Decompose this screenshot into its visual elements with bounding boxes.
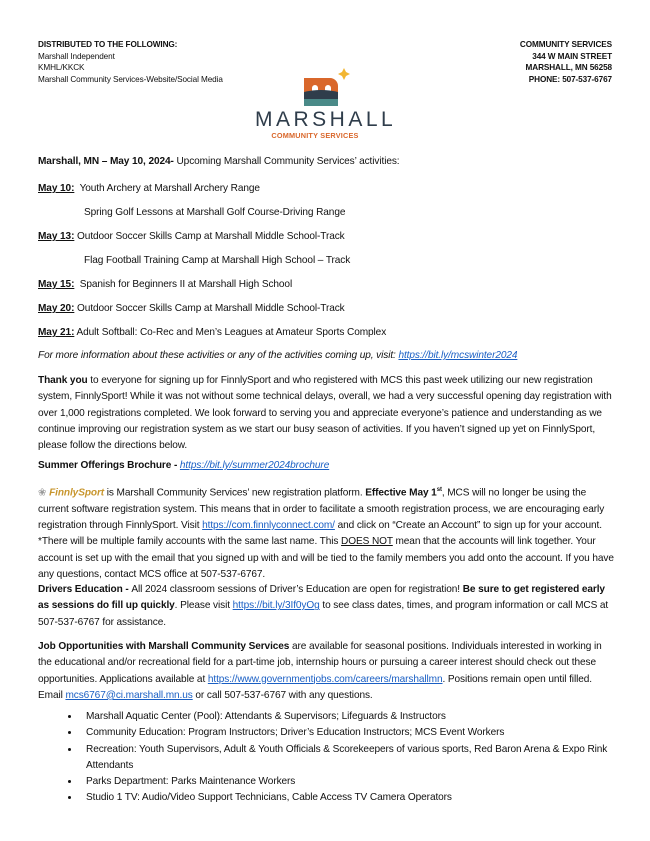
finnly-text: , MCS will no longer be using the current software registration system. This means that in order to facilitate a smooth registration process, we are encouraging early registration through FinnlySport. Visit bbox=[38, 487, 605, 531]
contact-phone: PHONE: 507-537-6767 bbox=[528, 75, 612, 85]
schedule-text: Outdoor Soccer Skills Camp at Marshall Middle School-Track bbox=[74, 303, 345, 314]
schedule-item bbox=[84, 206, 345, 220]
schedule-text: Spanish for Beginners II at Marshall High School bbox=[74, 279, 293, 290]
schedule-text: Spring Golf Lessons at Marshall Golf Course-Driving Range bbox=[84, 207, 346, 218]
jobs-label: Job Opportunities with Marshall Community Services bbox=[38, 641, 290, 652]
schedule-text: Adult Softball: Co-Rec and Men’s Leagues at Amateur Sports Complex bbox=[74, 327, 387, 338]
schedule-date: May 20: bbox=[38, 303, 75, 314]
job-list-item: • Marshall Aquatic Center (Pool): Attendants & Supervisors; Lifeguards & Instructors bbox=[80, 709, 650, 725]
does-not-emphasis: DOES NOT bbox=[341, 536, 393, 548]
schedule-item bbox=[38, 278, 292, 292]
finnly-link[interactable]: https://com.finnlyconnect.com/ bbox=[202, 519, 335, 531]
brochure-link[interactable]: https://bit.ly/summer2024brochure bbox=[179, 460, 330, 471]
distribution-item: Marshall Community Services-Website/Social Media bbox=[38, 75, 223, 85]
more-info-line bbox=[38, 348, 614, 364]
drivers-link[interactable]: https://bit.ly/3If0yOg bbox=[232, 600, 320, 612]
schedule-item bbox=[38, 302, 345, 316]
schedule-item bbox=[84, 254, 350, 268]
thanks-bold: Thank you bbox=[38, 375, 88, 386]
drivers-text: All 2024 classroom sessions of Driver’s Education are open for registration! bbox=[131, 584, 463, 595]
thank-you-paragraph bbox=[38, 373, 614, 454]
schedule-item bbox=[38, 182, 260, 196]
thanks-text: to everyone for signing up for FinnlySport and who registered with MCS this past week utilizing our new registration system, FinnlySport! While it was not without some technical delays, overall, we had a very successful opening day registration with over 1,000 registrations completed. We look forward to serving you and appreciate everyone’s patience and understanding as we continue improving our registration system as we start our busy season of activities. If you haven’t signed up yet on FinnlySport, please follow the directions below. bbox=[38, 375, 612, 452]
jobs-text: . Positions remain open until filled. Email bbox=[38, 673, 592, 701]
brochure-line bbox=[38, 458, 614, 474]
schedule-text: Youth Archery at Marshall Archery Range bbox=[74, 183, 260, 194]
distribution-heading: DISTRIBUTED TO THE FOLLOWING: bbox=[38, 40, 178, 49]
distribution-item: Marshall Independent bbox=[38, 51, 115, 61]
dateline: Marshall, MN – May 10, 2024- bbox=[38, 156, 174, 167]
drivers-text: to see class dates, times, and program information or call MCS at 507-537-6767 for assistance. bbox=[38, 600, 609, 628]
effective-date: Effective May 1 bbox=[365, 487, 437, 499]
finnly-text: and click on “Create an Account” to sign up for your account. *There will be multiple family accounts with the same last name. This bbox=[38, 519, 602, 548]
intro-line bbox=[38, 154, 614, 170]
intro-text: Upcoming Marshall Community Services’ activities: bbox=[173, 156, 400, 167]
logo-m-icon bbox=[255, 68, 375, 108]
finnly-text: mean that the accounts will link together. Your account is set up with the email that you signed up with and will be tied to the family members you add onto the account. If you have any questions, contact MCS office at 507-537-6767. bbox=[38, 536, 614, 580]
more-info-text: For more information about these activities or any of the activities coming up, visit: bbox=[38, 350, 399, 361]
marshall-logo bbox=[255, 68, 397, 142]
jobs-text: are available for seasonal positions. Individuals interested in working in the educational and/or recreational field for a part-time job, internship hours or pursuing a career interest should check out these opportunities. Applications available at bbox=[38, 641, 602, 685]
schedule-date: May 21: bbox=[38, 327, 75, 338]
finnly-brand: FinnlySport bbox=[49, 487, 105, 499]
schedule-date: May 15: bbox=[38, 279, 75, 290]
finnly-text: is Marshall Community Services’ new registration platform. bbox=[104, 487, 366, 499]
drivers-text: . Please visit bbox=[174, 600, 233, 612]
drivers-ed-paragraph bbox=[38, 582, 614, 631]
distribution-item: KMHL/KKCK bbox=[38, 63, 85, 73]
schedule-text: Flag Football Training Camp at Marshall High School – Track bbox=[84, 255, 351, 266]
finnly-logo-icon: ❀ bbox=[38, 487, 47, 499]
job-list-item: • Recreation: Youth Supervisors, Adult & Youth Officials & Scorekeepers of various sports, Red Baron Arena & Expo Rink Attendants bbox=[80, 742, 650, 775]
schedule-item bbox=[38, 230, 345, 244]
job-list bbox=[38, 709, 650, 807]
drivers-label: Drivers Education - bbox=[38, 584, 132, 595]
schedule-item bbox=[38, 326, 386, 340]
job-list-item: • Studio 1 TV: Audio/Video Support Technicians, Cable Access TV Camera Operators bbox=[80, 790, 650, 806]
winter-link[interactable]: https://bit.ly/mcswinter2024 bbox=[398, 350, 518, 361]
contact-org: COMMUNITY SERVICES bbox=[519, 40, 612, 49]
jobs-link[interactable]: https://www.governmentjobs.com/careers/marshallmn bbox=[207, 673, 443, 685]
schedule-date: May 13: bbox=[38, 231, 75, 242]
distribution-list bbox=[38, 39, 223, 86]
job-list-item: • Community Education: Program Instructors; Driver’s Education Instructors; MCS Event Workers bbox=[80, 725, 650, 741]
brochure-label: Summer Offerings Brochure - bbox=[38, 460, 180, 471]
logo-subtitle: COMMUNITY SERVICES bbox=[271, 131, 359, 140]
drivers-emphasis: Be sure to get registered early as sessions do fill up quickly bbox=[38, 584, 605, 612]
email-link[interactable]: mcs6767@ci.marshall.mn.us bbox=[65, 689, 193, 701]
finnly-paragraph bbox=[38, 482, 614, 583]
jobs-paragraph bbox=[38, 639, 614, 704]
contact-block bbox=[520, 39, 612, 86]
schedule-text: Outdoor Soccer Skills Camp at Marshall Middle School-Track bbox=[74, 231, 345, 242]
contact-city: MARSHALL, MN 56258 bbox=[525, 63, 612, 73]
job-list-item: • Parks Department: Parks Maintenance Workers bbox=[80, 774, 650, 790]
ordinal-suffix: st bbox=[436, 487, 442, 493]
logo-wordmark: MARSHALL bbox=[255, 108, 397, 131]
schedule-date: May 10: bbox=[38, 183, 75, 194]
jobs-text: or call 507-537-6767 with any questions. bbox=[192, 689, 373, 701]
contact-street: 344 W MAIN STREET bbox=[532, 51, 612, 61]
